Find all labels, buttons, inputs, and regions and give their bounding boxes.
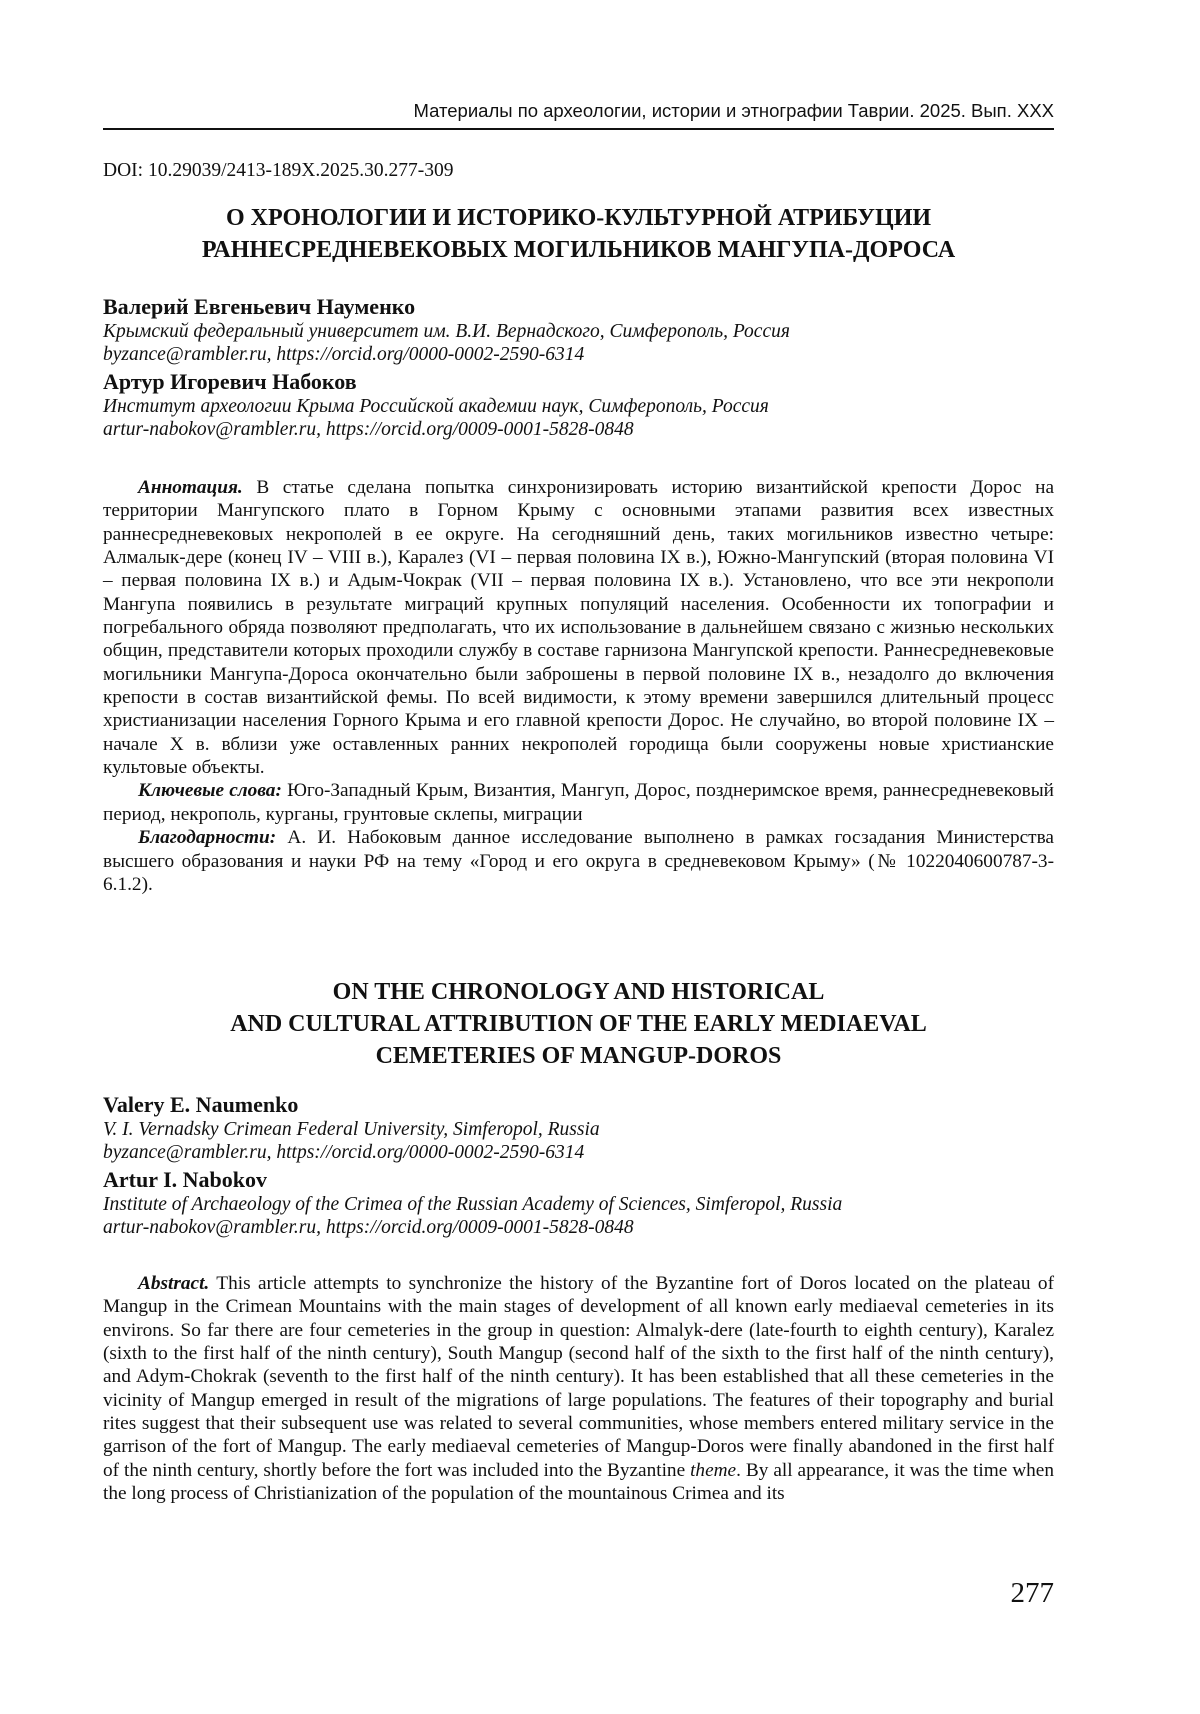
keywords-text: Юго-Западный Крым, Византия, Мангуп, Дорос, позднеримское время, раннесредневековый период, некрополь, курганы, грунтовые склепы, миграции: [103, 780, 1054, 825]
abstract-ru: [103, 476, 1054, 896]
journal-page: [103, 0, 1054, 1714]
keywords-label: Ключевые слова:: [138, 780, 282, 802]
author-affiliation: Крымский федеральный университет им. В.И. Вернадского, Симферополь, Россия: [103, 321, 790, 342]
author-contact: artur-nabokov@rambler.ru, https://orcid.org/0009-0001-5828-0848: [103, 1217, 634, 1239]
thanks-paragraph: [103, 826, 1054, 896]
abstract-text-continued: . By all appearance, it was the time when the long process of Christianization of the population of the mountainous Crimea and its: [103, 1459, 1054, 1505]
abstract-text: В статье сделана попытка синхронизировать историю византийской крепости Дорос на территории Мангупского плато в Горном Крыму с основными этапами развития всех известных раннесредневековых некрополей в ее округе. На сегодняшний день, таких могильников известно четыре: Алмалык-дере (конец IV – VIII в.), Каралез (VI – первая половина IX в.), Южно-Мангупский (вторая половина VI – первая половина IX в.) и Адым-Чокрак (VII – первая половина IX в.). Установлено, что все эти некрополи Мангупа появились в результате миграций крупных популяций населения. Особенности их топографии и погребального обряда позволяют предполагать, что их использование в дальнейшем связано с жизнью нескольких общин, представители которых проходили службу в составе гарнизона Мангупской крепости. Раннесредневековые могильники Мангупа-Дороса окончательно были заброшены в первой половине IX в., незадолго до включения крепости в состав византийской фемы. По всей видимости, к этому времени завершился длительный процесс христианизации населения Горного Крыма и его главной крепости Дорос. Не случайно, во второй половине IX – начале X в. вблизи уже оставленных ранних некрополей городища были сооружены новые христианские культовые объекты.: [103, 477, 1054, 779]
title-ru: [103, 202, 1054, 266]
abstract-en: [103, 1272, 1054, 1505]
author-name: Valery E. Naumenko: [103, 1092, 299, 1117]
author-name: Артур Игоревич Набоков: [103, 368, 357, 394]
author-affiliation: Институт археологии Крыма Российской академии наук, Симферополь, Россия: [103, 395, 769, 417]
author-affiliation: V. I. Vernadsky Crimean Federal University, Simferopol, Russia: [103, 1119, 600, 1140]
abstract-text: This article attempts to synchronize the history of the Byzantine fort of Doros located on the plateau of Mangup in the Crimean Mountains with the main stages of development of all known early mediaeval cemeteries in its environs. So far there are four cemeteries in the group in question: Almalyk-dere (late-fourth to eighth century), Karalez (sixth to the first half of the ninth century), South Mangup (second half of the sixth to the first half of the ninth century), and Adym-Chokrak (seventh to the first half of the ninth century). It has been established that all these cemeteries in the vicinity of Mangup emerged in result of the migrations of large populations. The features of their topography and burial rites suggest that their subsequent use was related to several communities, whose members entered military service in the garrison of the fort of Mangup. The early mediaeval cemeteries of Mangup-Doros were finally abandoned in the first half of the ninth century, shortly before the fort was included into the Byzantine: [103, 1273, 1054, 1481]
abstract-paragraph: [103, 1272, 1054, 1505]
authors-ru: [103, 294, 1054, 442]
author-name: Валерий Евгеньевич Науменко: [103, 294, 416, 319]
author-contact: byzance@rambler.ru, https://orcid.org/0000-0002-2590-6314: [103, 344, 585, 366]
author-name: Artur I. Nabokov: [103, 1166, 268, 1192]
abstract-paragraph: [103, 476, 1054, 779]
author-affiliation: Institute of Archaeology of the Crimea of the Russian Academy of Sciences, Simferopol, Russia: [103, 1193, 843, 1215]
author-contact: artur-nabokov@rambler.ru, https://orcid.org/0009-0001-5828-0848: [103, 419, 634, 441]
author-contact: byzance@rambler.ru, https://orcid.org/0000-0002-2590-6314: [103, 1142, 585, 1164]
thanks-text: А. И. Набоковым данное исследование выполнено в рамках госзадания Министерства высшего образования и науки РФ на тему «Город и его округа в средневековом Крыму» (№ 1022040600787-3-6.1.2).: [103, 827, 1054, 895]
abstract-label: Аннотация.: [138, 477, 243, 498]
title-en-line: AND CULTURAL ATTRIBUTION OF THE EARLY MEDIAEVAL: [230, 1011, 927, 1037]
title-en-line: CEMETERIES OF MANGUP-DOROS: [375, 1043, 782, 1069]
title-en: [103, 976, 1054, 1072]
thanks-label: Благодарности:: [138, 827, 277, 849]
abstract-label: Abstract.: [138, 1273, 210, 1294]
authors-en: [103, 1092, 1054, 1240]
title-ru-line: РАННЕСРЕДНЕВЕКОВЫХ МОГИЛЬНИКОВ МАНГУПА-ДОРОСА: [201, 237, 956, 263]
title-ru-line: О ХРОНОЛОГИИ И ИСТОРИКО-КУЛЬТУРНОЙ АТРИБУЦИИ: [225, 205, 932, 231]
abstract-theme-word: theme: [690, 1459, 737, 1481]
running-head: Материалы по археологии, истории и этнографии Таврии. 2025. Вып. XXX: [413, 100, 1054, 121]
doi: DOI: 10.29039/2413-189X.2025.30.277-309: [103, 160, 454, 181]
keywords-paragraph: [103, 779, 1054, 826]
page-number: 277: [1010, 1577, 1054, 1609]
header-rule: [103, 128, 1054, 130]
title-en-line: ON THE CHRONOLOGY AND HISTORICAL: [332, 979, 825, 1005]
